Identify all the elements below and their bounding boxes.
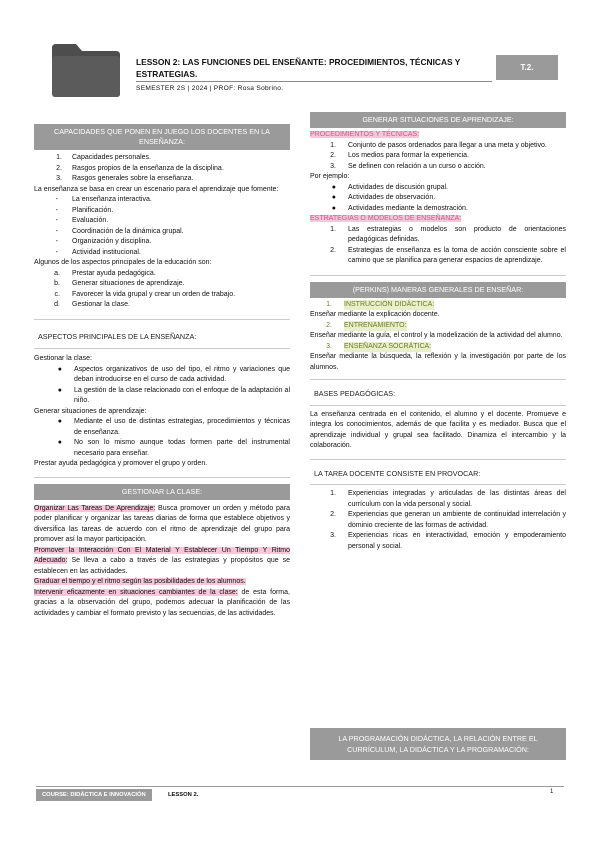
list-item: 2. ENTRENAMIENTO:: [310, 321, 566, 332]
list-item: 1. Conjunto de pasos ordenados para llegar a una meta y objetivo.: [330, 141, 547, 149]
aspectos-principales-heading: ASPECTOS PRINCIPALES DE LA ENSEÑANZA:: [38, 331, 197, 341]
page-subtitle: SEMESTER 2S | 2024 | PROF: Rosa Sobrino.: [136, 85, 284, 92]
list-item: - Planificación.: [55, 206, 114, 214]
list-item: - La enseñanza interactiva.: [55, 196, 152, 203]
procedimientos-label: PROCEDIMIENTOS Y TÉCNICAS:: [310, 131, 420, 138]
footer-course: COURSE: DIDÁCTICA E INNOVACIÓN: [36, 789, 152, 801]
list-item: 2. Estrategias de enseñanza es la toma de acción consciente sobre el camino que se planifica para generar espacios de aprendizaje.: [330, 246, 566, 264]
folder-icon: [50, 42, 122, 98]
perkins-text-1: Enseñar mediante la explicación docente.: [310, 311, 440, 318]
section-divider: [310, 275, 566, 276]
gestionar-p3: Graduar el tiempo y el ritmo según las posibilidades de los alumnos.: [34, 578, 246, 585]
estrategias-label: ESTRATEGIAS O MODELOS DE ENSEÑANZA:: [310, 215, 462, 222]
section-divider: [34, 477, 290, 478]
section-divider: [310, 405, 566, 406]
list-item: ● Actividades de observación.: [331, 194, 436, 201]
section-divider: [34, 348, 290, 349]
aspectos-intro: Algunos de los aspectos principales de la educación son:: [34, 259, 212, 266]
list-item: 3. Experiencias ricas en interactividad, emoción y empoderamiento personal y social.: [330, 532, 566, 550]
list-item: ● Actividades mediante la demostración.: [331, 204, 468, 212]
list-item: ● No son lo mismo aunque todas formen parte del instrumental necesario para enseñar.: [57, 439, 290, 457]
list-item: - Actividad institucional.: [55, 248, 141, 256]
list-item: ● Aspectos organizativos de uso del tipo, el ritmo y variaciones que deban introducirse en el curso de cada actividad.: [57, 365, 290, 383]
aspectos-list: [34, 269, 290, 311]
perkins-text-3: Enseñar mediante la búsqueda, la reflexión y la investigación por parte de los alumnos.: [310, 353, 566, 371]
gestionar-clase-heading: GESTIONAR LA CLASE:: [34, 484, 290, 500]
perkins-heading: (PERKINS) MANERAS GENERALES DE ENSEÑAR:: [310, 282, 566, 298]
bases-heading: BASES PEDAGÓGICAS:: [314, 389, 396, 398]
perkins-text-2: Enseñar mediante la guía, el control y la modelización de la actividad del alumno.: [310, 332, 563, 339]
gestionar-p2: Promover la Interacción Con El Material Y Establecer Un Tiempo Y Ritmo Adecuado: Se lleva a cabo a través de las estrategias y propósitos que se establecen en las actividades.: [34, 546, 290, 575]
section-divider: [310, 459, 566, 460]
prestar-text: Prestar ayuda pedagógica y promover el grupo y orden.: [34, 460, 208, 467]
bases-text: La enseñanza centrada en el contenido, el alumno y el docente. Promueve e integra los conocimientos, además de que facilita y es mediador. Busca que el aprendizaje individual y grupal sea facilitado. Dinamiza el intercambio y la colaboración.: [310, 410, 566, 449]
list-item: 1. Capacidades personales.: [56, 154, 151, 161]
fomente-list: [34, 195, 290, 258]
list-item: 1. Experiencias integradas y articuladas de las distintas áreas del currículum con la vida personal y social.: [330, 490, 566, 508]
list-item: 1. Las estrategias o modelos son producto de orientaciones pedagógicas definidas.: [330, 225, 566, 243]
tarea-heading: LA TAREA DOCENTE CONSISTE EN PROVOCAR:: [314, 468, 481, 478]
capacidades-intro: La enseñanza se basa en crear un escenario para el aprendizaje que fomente:: [34, 185, 279, 193]
list-item: c. Favorecer la vida grupal y crear un orden de trabajo.: [54, 290, 236, 298]
list-item: 2. Los medios para formar la experiencia.: [330, 152, 470, 159]
list-item: b. Generar situaciones de aprendizaje.: [54, 280, 185, 287]
generar-label: Generar situaciones de aprendizaje:: [34, 407, 147, 415]
list-item: ● Mediante el uso de distintas estrategias, procedimientos y técnicas de enseñanza.: [57, 418, 290, 436]
list-item: 3. Se definen con relación a un curso o acción.: [330, 162, 486, 170]
ejemplo-label: Por ejemplo:: [310, 173, 350, 180]
list-item: d. Gestionar la clase.: [54, 301, 130, 308]
list-item: - Organización y disciplina.: [55, 238, 152, 245]
page-title: LESSON 2: LAS FUNCIONES DEL ENSEÑANTE: PROCEDIMIENTOS, TÉCNICAS Y ESTRATEGIAS.: [136, 57, 461, 79]
section-divider: [310, 379, 566, 380]
list-item: 3. ENSEÑANZA SOCRÁTICA:: [310, 342, 566, 353]
programacion-heading: LA PROGRAMACIÓN DIDÁCTICA, LA RELACIÓN ENTRE EL CURRÍCULUM, LA DIDÁCTICA Y LA PROGRAMACIÓN:: [310, 728, 566, 760]
list-item: 2. Rasgos propios de la enseñanza de la disciplina.: [56, 164, 224, 172]
footer-lesson: LESSON 2.: [168, 792, 199, 798]
topic-tag: T.2.: [496, 55, 558, 80]
list-item: 1. INSTRUCCIÓN DIDÁCTICA:: [310, 300, 566, 311]
gestionar-label: Gestionar la clase:: [34, 355, 92, 362]
gestionar-p1: Organizar Las Tareas De Aprendizaje: Busca promover un orden y método para poder planificar y organizar las tareas diarias de forma que establece objetivos y diversifica las tareas de acuerdo con el ritmo de aprendizaje del grupo para promover así la mayor participación.: [34, 504, 290, 543]
page-number: 1: [550, 789, 554, 795]
list-item: - Coordinación de la dinámica grupal.: [55, 227, 184, 235]
capacidades-list: [34, 153, 290, 185]
section-divider: [310, 484, 566, 485]
list-item: - Evaluación.: [55, 217, 109, 224]
footer-divider: [36, 786, 564, 787]
right-column: [310, 112, 566, 552]
list-item: 2. Experiencias que generan un ambiente de continuidad interrelación y dominio creciente de las formas de actividad.: [330, 511, 566, 529]
list-item: ● Actividades de discusión grupal.: [331, 183, 449, 191]
left-column: [34, 124, 290, 619]
header-divider: [136, 81, 492, 82]
gestionar-p4: Intervenir eficazmente en situaciones cambiantes de la clase: de esta forma, gracias a la observación del grupo, podemos adecuar la planificación de las actividades y cambiar el formato previsto y las secuencias, de las actividades.: [34, 588, 290, 617]
list-item: 3. Rasgos generales sobre la enseñanza.: [56, 175, 194, 182]
list-item: a. Prestar ayuda pedagógica.: [54, 269, 156, 277]
capacidades-heading: CAPACIDADES QUE PONEN EN JUEGO LOS DOCENTES EN LA ENSEÑANZA:: [34, 124, 290, 150]
section-divider: [34, 319, 290, 320]
generar-heading: GENERAR SITUACIONES DE APRENDIZAJE:: [310, 112, 566, 128]
list-item: ● La gestión de la clase relacionado con el enfoque de la adaptación al niño.: [57, 386, 290, 404]
